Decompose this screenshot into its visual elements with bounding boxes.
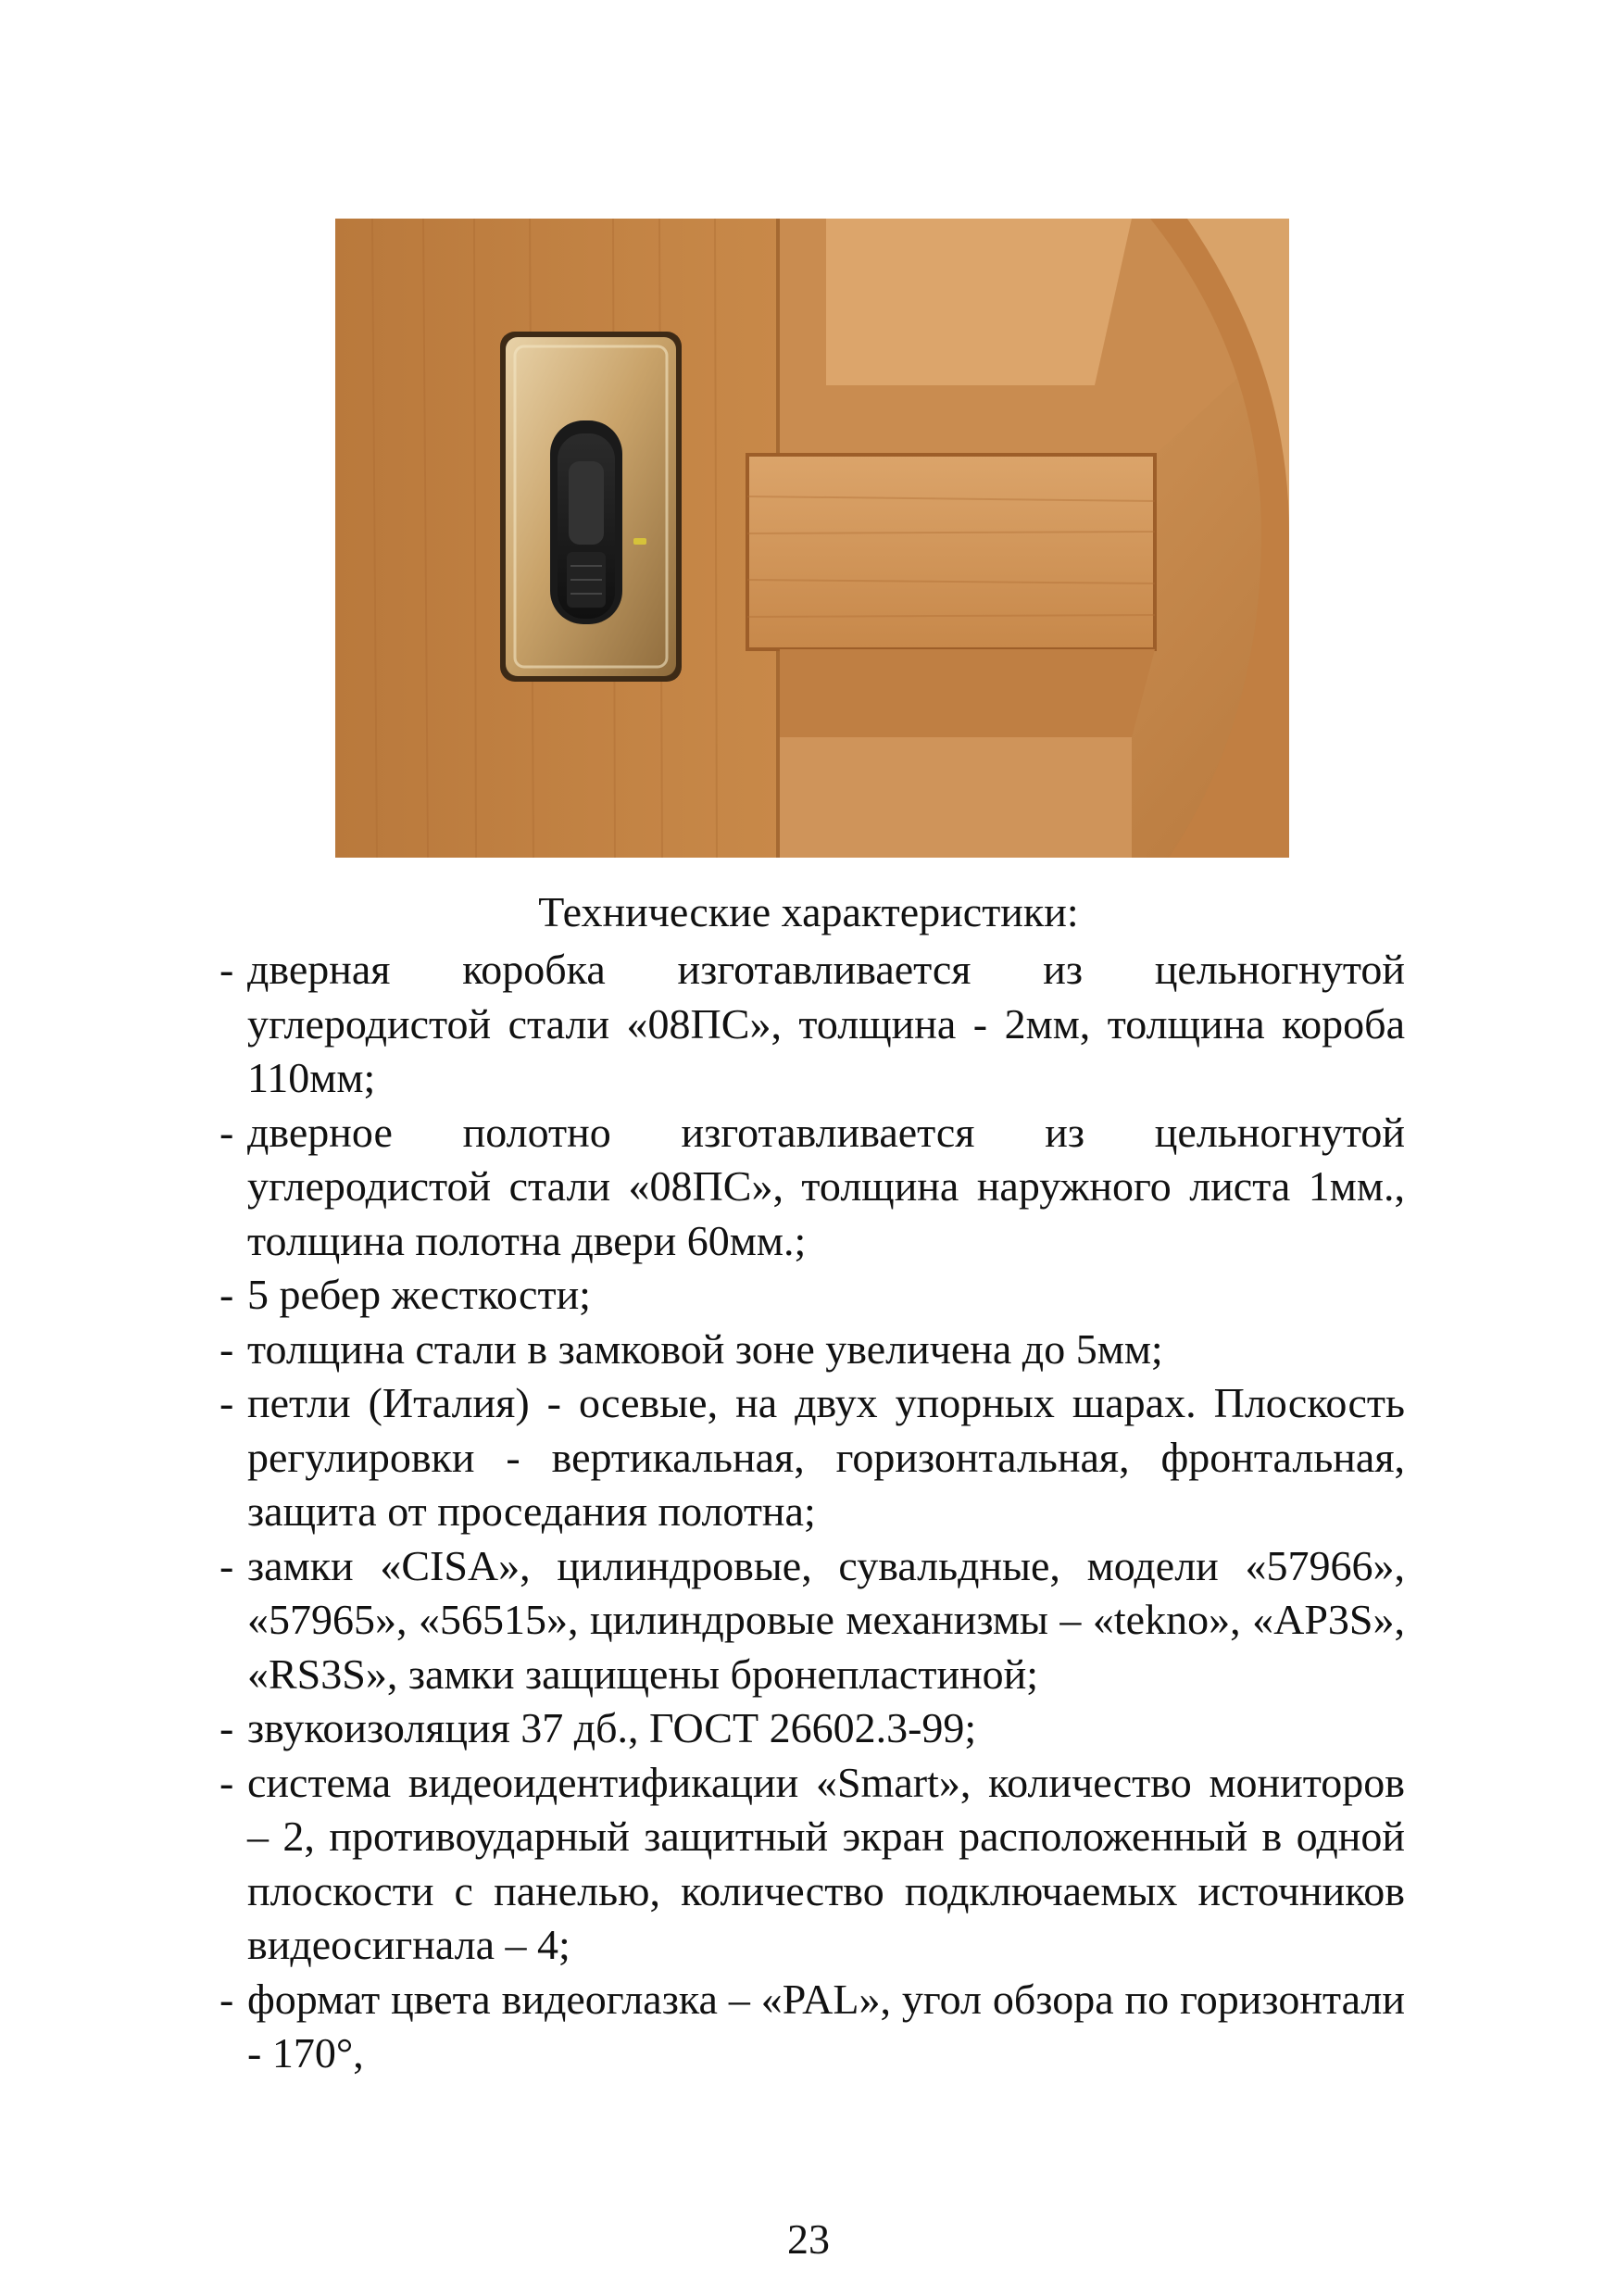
list-item bbox=[219, 1973, 1405, 2081]
fingerprint-lock-icon bbox=[335, 219, 1289, 858]
list-item-text: система видеоидентификации «Smart», количество мониторов – 2, противоударный защитный экран расположенный в одной плоскости с панелью, количество подключаемых источников видеосигнала – 4; bbox=[247, 1758, 1405, 1968]
section-caption: Технические характеристики: bbox=[538, 888, 1079, 935]
specifications-list bbox=[219, 943, 1405, 2081]
list-item bbox=[219, 1268, 1405, 1323]
list-item-text: дверное полотно изготавливается из цельногнутой углеродистой стали «08ПС», толщина наружного листа 1мм., толщина полотна двери 60мм.; bbox=[247, 1108, 1405, 1264]
list-item-text: дверная коробка изготавливается из цельногнутой углеродистой стали «08ПС», толщина - 2мм, толщина короба 110мм; bbox=[247, 946, 1405, 1101]
list-marker: - bbox=[219, 1108, 234, 1156]
door-lock-photo bbox=[335, 219, 1289, 858]
list-item-text: замки «CISA», цилиндровые, сувальдные, модели «57966», «57965», «56515», цилиндровые механизмы – «tekno», «AP3S», «RS3S», замки защищены бронепластиной; bbox=[247, 1541, 1405, 1698]
list-marker: - bbox=[219, 1758, 234, 1806]
list-marker: - bbox=[219, 1704, 234, 1751]
list-item-text: петли (Италия) - осевые, на двух упорных шарах. Плоскость регулировки - вертикальная, горизонтальная, фронтальная, защита от проседания полотна; bbox=[247, 1379, 1405, 1535]
list-item bbox=[219, 1376, 1405, 1539]
list-item-text: 5 ребер жесткости; bbox=[247, 1271, 591, 1318]
page-number: 23 bbox=[787, 2215, 830, 2263]
list-marker: - bbox=[219, 1271, 234, 1318]
list-marker: - bbox=[219, 1379, 234, 1426]
list-marker: - bbox=[219, 946, 234, 993]
list-item bbox=[219, 943, 1405, 1106]
list-marker: - bbox=[219, 1975, 234, 2023]
list-item bbox=[219, 1756, 1405, 1973]
list-item-text: звукоизоляция 37 дб., ГОСТ 26602.3-99; bbox=[247, 1704, 977, 1751]
list-item bbox=[219, 1106, 1405, 1269]
list-marker: - bbox=[219, 1324, 234, 1373]
list-item bbox=[219, 1539, 1405, 1702]
list-item-text: формат цвета видеоглазка – «PAL», угол обзора по горизонтали - 170°, bbox=[247, 1975, 1405, 2076]
list-marker: - bbox=[219, 1541, 234, 1589]
list-item bbox=[219, 1701, 1405, 1756]
list-item-text: толщина стали в замковой зоне увеличена до 5мм; bbox=[247, 1324, 1163, 1373]
list-item bbox=[219, 1323, 1405, 1377]
